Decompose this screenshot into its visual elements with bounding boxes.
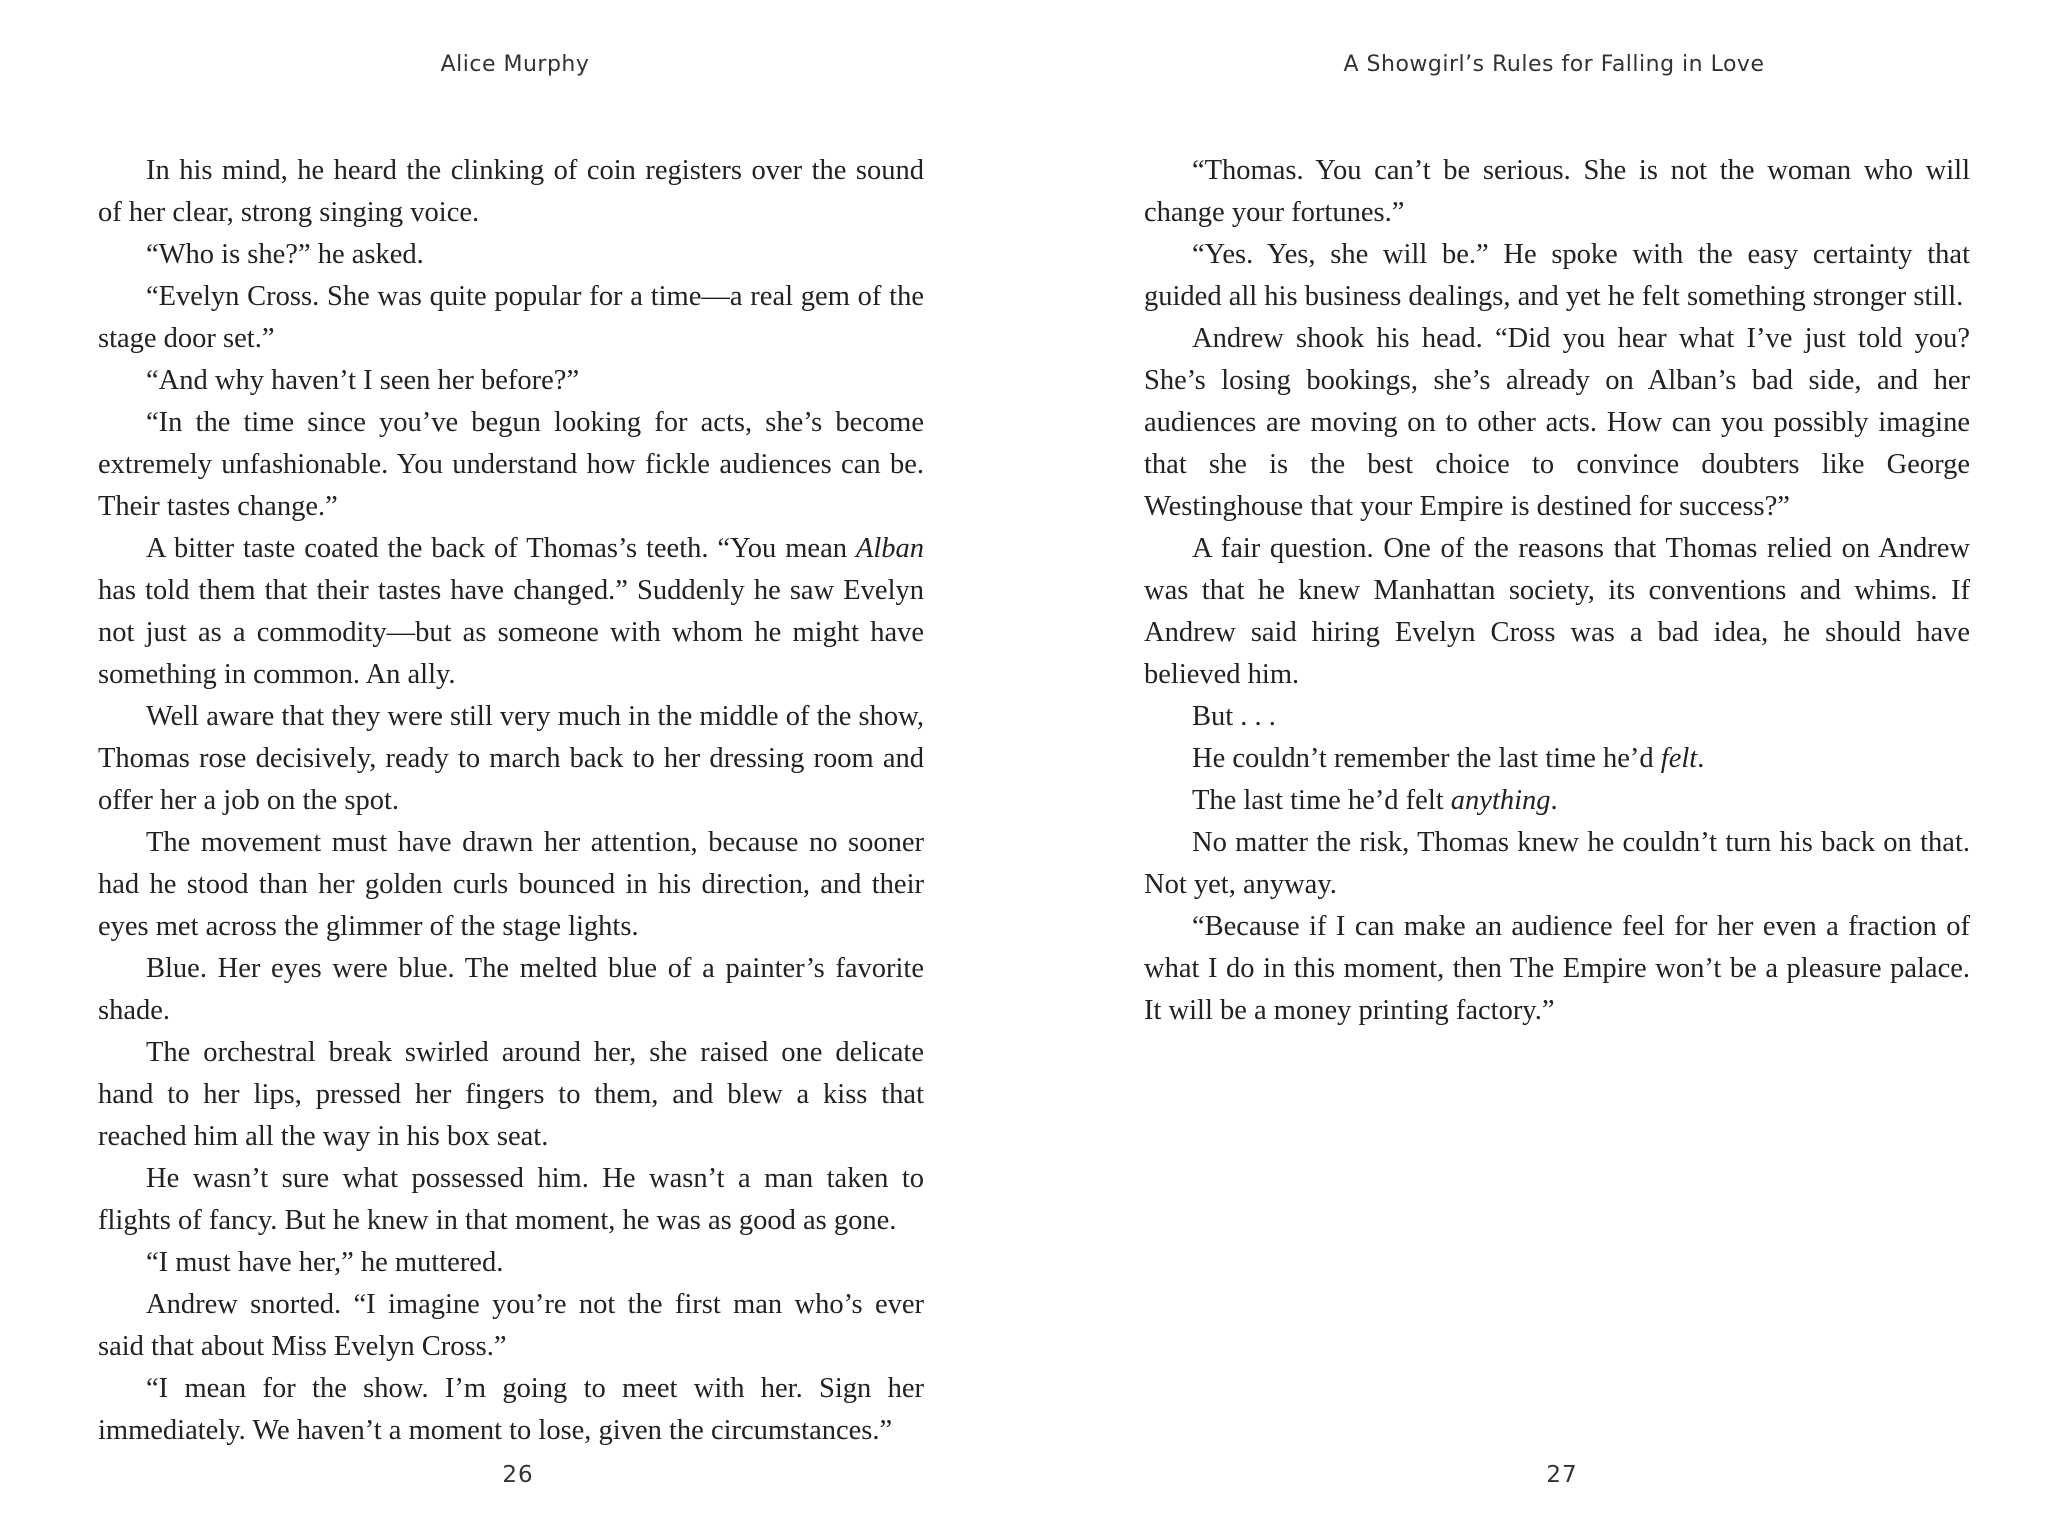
running-head-author: Alice Murphy xyxy=(440,52,590,77)
page-number: 26 xyxy=(502,1462,534,1488)
body-text xyxy=(98,150,924,1452)
paragraph: Blue. Her eyes were blue. The melted blue of a painter’s favorite shade. xyxy=(98,953,924,1026)
running-head-title: A Showgirl’s Rules for Falling in Love xyxy=(1343,52,1765,77)
text-run: A bitter taste coated the back of Thomas’s teeth. “You mean xyxy=(146,533,856,564)
paragraph: Well aware that they were still very much in the middle of the show, Thomas rose decisively, ready to march back to her dressing room and offer her a job on the spot. xyxy=(98,701,924,816)
text-run: . xyxy=(1550,785,1558,816)
italic-text: anything xyxy=(1450,785,1551,816)
paragraph: The orchestral break swirled around her, she raised one delicate hand to her lips, pressed her fingers to them, and blew a kiss that reached him all the way in his box seat. xyxy=(98,1037,924,1152)
paragraph: “I must have her,” he muttered. xyxy=(146,1247,504,1278)
paragraph: Andrew snorted. “I imagine you’re not the first man who’s ever said that about Miss Evelyn Cross.” xyxy=(98,1289,924,1362)
paragraph: “Thomas. You can’t be serious. She is not the woman who will change your fortunes.” xyxy=(1144,155,1970,228)
paragraph: In his mind, he heard the clinking of coin registers over the sound of her clear, strong singing voice. xyxy=(98,155,924,228)
paragraph: A fair question. One of the reasons that Thomas relied on Andrew was that he knew Manhattan society, its conventions and whims. If Andrew said hiring Evelyn Cross was a bad idea, he should have believed him. xyxy=(1144,533,1970,690)
paragraph: “Evelyn Cross. She was quite popular for a time—a real gem of the stage door set.” xyxy=(98,281,924,354)
paragraph: “Because if I can make an audience feel for her even a fraction of what I do in this moment, then The Empire won’t be a pleasure palace. It will be a money printing factory.” xyxy=(1144,911,1970,1026)
body-text xyxy=(1144,150,1970,1032)
paragraph: “Who is she?” he asked. xyxy=(146,239,424,270)
paragraph xyxy=(1144,738,1970,780)
paragraph: The movement must have drawn her attention, because no sooner had he stood than her golden curls bounced in his direction, and their eyes met across the glimmer of the stage lights. xyxy=(98,827,924,942)
paragraph: “Yes. Yes, she will be.” He spoke with the easy certainty that guided all his business dealings, and yet he felt something stronger still. xyxy=(1144,239,1970,312)
text-run: . xyxy=(1697,743,1705,774)
paragraph xyxy=(98,528,924,696)
italic-text: Alban xyxy=(855,533,924,564)
paragraph: “And why haven’t I seen her before?” xyxy=(146,365,580,396)
paragraph: “I mean for the show. I’m going to meet with her. Sign her immediately. We haven’t a moment to lose, given the circumstances.” xyxy=(98,1373,924,1446)
italic-text: felt xyxy=(1660,743,1698,774)
page-number: 27 xyxy=(1546,1462,1578,1488)
text-run: has told them that their tastes have changed.” Suddenly he saw Evelyn not just as a commodity—but as someone with whom he might have something in common. An ally. xyxy=(98,575,924,690)
right-page xyxy=(1024,0,2048,1536)
paragraph: Andrew shook his head. “Did you hear what I’ve just told you? She’s losing bookings, she’s already on Alban’s bad side, and her audiences are moving on to other acts. How can you possibly imagine that she is the best choice to convince doubters like George Westinghouse that your Empire is destined for success?” xyxy=(1144,323,1970,522)
paragraph: But . . . xyxy=(1192,701,1276,732)
paragraph xyxy=(1144,780,1970,822)
text-run: He couldn’t remember the last time he’d xyxy=(1192,743,1661,774)
paragraph: He wasn’t sure what possessed him. He wasn’t a man taken to flights of fancy. But he knew in that moment, he was as good as gone. xyxy=(98,1163,924,1236)
text-run: The last time he’d felt xyxy=(1192,785,1451,816)
paragraph: “In the time since you’ve begun looking for acts, she’s become extremely unfashionable. You understand how fickle audiences can be. Their tastes change.” xyxy=(98,407,924,522)
paragraph: No matter the risk, Thomas knew he couldn’t turn his back on that. Not yet, anyway. xyxy=(1144,827,1970,900)
